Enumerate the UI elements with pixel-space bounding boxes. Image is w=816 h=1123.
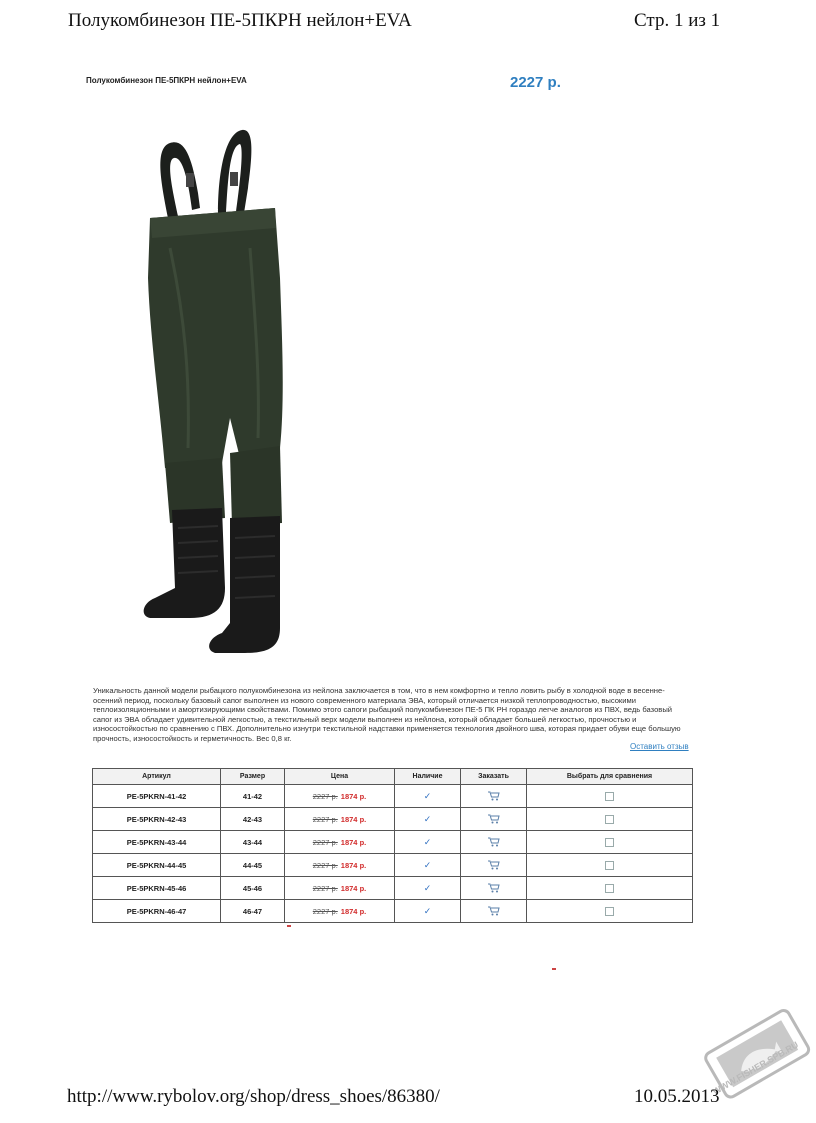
table-row [93,831,693,854]
price-cell [285,831,395,854]
compare-checkbox[interactable] [605,838,614,847]
sku-cell: PE-5PKRN-43-44 [93,831,221,854]
compare-cell [527,808,693,831]
size-cell: 42-43 [221,808,285,831]
sale-price: 1874 р. [340,860,367,870]
compare-checkbox[interactable] [605,815,614,824]
size-cell: 44-45 [221,854,285,877]
table-header-row [93,769,693,785]
column-header-stock: Наличие [395,769,461,785]
cart-icon[interactable] [488,791,500,801]
cart-icon[interactable] [488,906,500,916]
old-price: 2227 р. [312,814,338,824]
scan-mark [287,925,291,927]
sku-cell: PE-5PKRN-44-45 [93,854,221,877]
cart-icon[interactable] [488,814,500,824]
print-footer-date: 10.05.2013 [634,1086,720,1107]
product-title: Полукомбинезон ПЕ-5ПКРН нейлон+EVA [86,76,247,85]
sale-price: 1874 р. [340,837,367,847]
stock-cell [395,900,461,923]
sale-price: 1874 р. [340,883,367,893]
size-cell: 45-46 [221,877,285,900]
old-price: 2227 р. [312,791,338,801]
in-stock-check-icon: ✓ [423,836,432,847]
print-footer-url: http://www.rybolov.org/shop/dress_shoes/86380/ [67,1086,440,1107]
in-stock-check-icon: ✓ [423,813,432,824]
order-cell[interactable] [461,854,527,877]
table-row [93,785,693,808]
order-cell[interactable] [461,785,527,808]
stock-cell [395,831,461,854]
sale-price: 1874 р. [340,791,367,801]
price-cell [285,785,395,808]
table-row [93,877,693,900]
compare-cell [527,877,693,900]
sale-price: 1874 р. [340,906,367,916]
product-price: 2227 р. [510,74,561,91]
size-cell: 46-47 [221,900,285,923]
compare-checkbox[interactable] [605,884,614,893]
table-row [93,900,693,923]
sku-cell: PE-5PKRN-41-42 [93,785,221,808]
old-price: 2227 р. [312,837,338,847]
table-row [93,808,693,831]
stock-cell [395,854,461,877]
stock-cell [395,785,461,808]
price-cell [285,854,395,877]
compare-cell [527,854,693,877]
order-cell[interactable] [461,900,527,923]
size-cell: 43-44 [221,831,285,854]
compare-checkbox[interactable] [605,907,614,916]
cart-icon[interactable] [488,860,500,870]
price-cell [285,808,395,831]
in-stock-check-icon: ✓ [423,882,432,893]
stock-cell [395,808,461,831]
scan-mark [552,968,556,970]
column-header-sku: Артикул [93,769,221,785]
in-stock-check-icon: ✓ [423,859,432,870]
column-header-compare: Выбрать для сравнения [527,769,693,785]
sku-cell: PE-5PKRN-45-46 [93,877,221,900]
cart-icon[interactable] [488,883,500,893]
price-cell [285,877,395,900]
old-price: 2227 р. [312,860,338,870]
in-stock-check-icon: ✓ [423,790,432,801]
sku-cell: PE-5PKRN-42-43 [93,808,221,831]
variants-table [92,768,693,923]
print-header-title: Полукомбинезон ПЕ-5ПКРН нейлон+EVA [68,10,412,31]
compare-cell [527,785,693,808]
sku-cell: PE-5PKRN-46-47 [93,900,221,923]
order-cell[interactable] [461,877,527,900]
size-cell: 41-42 [221,785,285,808]
order-cell[interactable] [461,808,527,831]
chest-waders-image [130,118,330,663]
order-cell[interactable] [461,831,527,854]
print-page-number: Стр. 1 из 1 [634,10,721,31]
column-header-size: Размер [221,769,285,785]
product-description: Уникальность данной модели рыбацкого полукомбинезона из нейлона заключается в том, что в нем комфортно и тепло ловить рыбу в холодной воде в весенне-осенний период, поскольку базовый сапог выполнен из нового современного материала ЭВА, который отличается низкой теплопроводностью, высокими теплоизоляционными и амортизирующими свойствами. Помимо этого сапоги рыбацкий полукомбинезон ПЕ-5 ПК РН гораздо легче аналогов из ПВХ, ведь базовый сапог из ЭВА обладает удивительной легкостью, а текстильный верх модели выполнен из нейлона, который обладает большей легкостью, прочностью и износостойкостью по сравнению с ПВХ. Дополнительно изнутри текстильной надставки применяется технология двойного шва, которая придает обуви еще большую прочность, износостойкость и герметичность. Вес 0,8 кг. [93,686,681,743]
column-header-price: Цена [285,769,395,785]
compare-cell [527,900,693,923]
price-cell [285,900,395,923]
in-stock-check-icon: ✓ [423,905,432,916]
column-header-order: Заказать [461,769,527,785]
old-price: 2227 р. [312,883,338,893]
cart-icon[interactable] [488,837,500,847]
old-price: 2227 р. [312,906,338,916]
sale-price: 1874 р. [340,814,367,824]
stamp-text: WWW.FISHER.SPB.RU [711,1039,801,1097]
stock-cell [395,877,461,900]
table-row [93,854,693,877]
leave-review-link[interactable]: Оставить отзыв [630,742,689,751]
compare-checkbox[interactable] [605,861,614,870]
compare-cell [527,831,693,854]
compare-checkbox[interactable] [605,792,614,801]
